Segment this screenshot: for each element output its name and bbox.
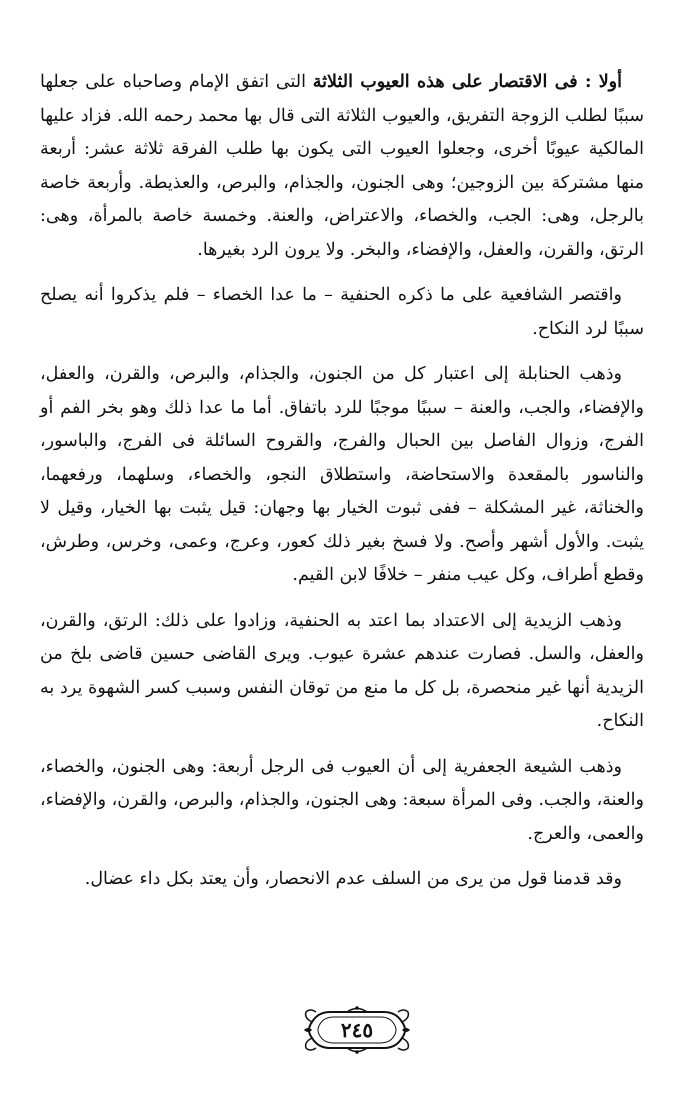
paragraph-5	[40, 751, 644, 852]
paragraph-4-text: وذهب الزيدية إلى الاعتداد بما اعتد به الحنفية، وزادوا على ذلك: الرتق، والقرن، والعفل، والسل. فصارت عندهم عشرة عيوب. ويرى القاضى حسين قاضى بلخ من الزيدية أنها غير منحصرة، بل كل ما منع من توقان النفس وسبب كسر الشهوة يرد به النكاح.	[40, 610, 644, 731]
paragraph-1	[40, 66, 644, 267]
paragraph-3	[40, 358, 644, 593]
paragraph-5-text: وذهب الشيعة الجعفرية إلى أن العيوب فى الرجل أربعة: وهى الجنون، والخصاء، والعنة، والجب. وفى المرأة سبعة: وهى الجنون، والجذام، والبرص، والقرن، والإفضاء، والعمى، والعرج.	[40, 756, 644, 844]
paragraph-2	[40, 279, 644, 346]
paragraph-1-text: التى اتفق الإمام وصاحباه على جعلها سببًا لطلب الزوجة التفريق، والعيوب الثلاثة التى قال بها محمد رحمه الله. فزاد عليها المالكية عيوبًا أخرى، وجعلوا العيوب التى يكون بها طلب الفرقة ثلاثة عشر: أربعة منها مشتركة بين الزوجين؛ وهى الجنون، والجذام، والبرص، والعذيطة. وأربعة خاصة بالرجل، وهى: الجب، والخصاء، والاعتراض، والعنة. وخمسة خاصة بالمرأة، وهى: الرتق، والقرن، والعفل، والإفضاء، والبخر. ولا يرون الرد بغيرها.	[40, 72, 644, 260]
paragraph-4	[40, 605, 644, 739]
paragraph-3-text: وذهب الحنابلة إلى اعتبار كل من الجنون، والجذام، والبرص، والقرن، والعفل، والإفضاء، والجب، والعنة – سببًا موجبًا للرد باتفاق. أما ما عدا ذلك وهو بخر الفم أو الفرج، وزوال الفاصل بين الحبال والفرج، والقروح السائلة فى الفرج، والباسور، والناسور بالمقعدة والاستحاضة، واستطلاق النجو، والخصاء، وسلهما، ورفعهما، والخناثة، غير المشكلة – ففى ثبوت الخيار بها وجهان: قيل يثبت بها الخيار، وقيل لا يثبت. والأول أشهر وأصح. ولا فسخ بغير ذلك كعور، وعرج، وعمى، وخرس، وطرش، وقطع أطراف، وكل عيب منفر – خلافًا لابن القيم.	[40, 364, 644, 585]
page-body	[40, 66, 644, 909]
paragraph-6	[40, 863, 644, 897]
paragraph-1-lead: أولا : فى الاقتصار على هذه العيوب الثلاثة	[312, 72, 622, 92]
page-number: ٢٤٥	[340, 1018, 374, 1042]
paragraph-2-text: واقتصر الشافعية على ما ذكره الحنفية – ما عدا الخصاء – فلم يذكروا أنه يصلح سببًا لرد النكاح.	[40, 285, 644, 339]
paragraph-6-text: وقد قدمنا قول من يرى من السلف عدم الانحصار، وأن يعتد بكل داء عضال.	[84, 869, 622, 889]
